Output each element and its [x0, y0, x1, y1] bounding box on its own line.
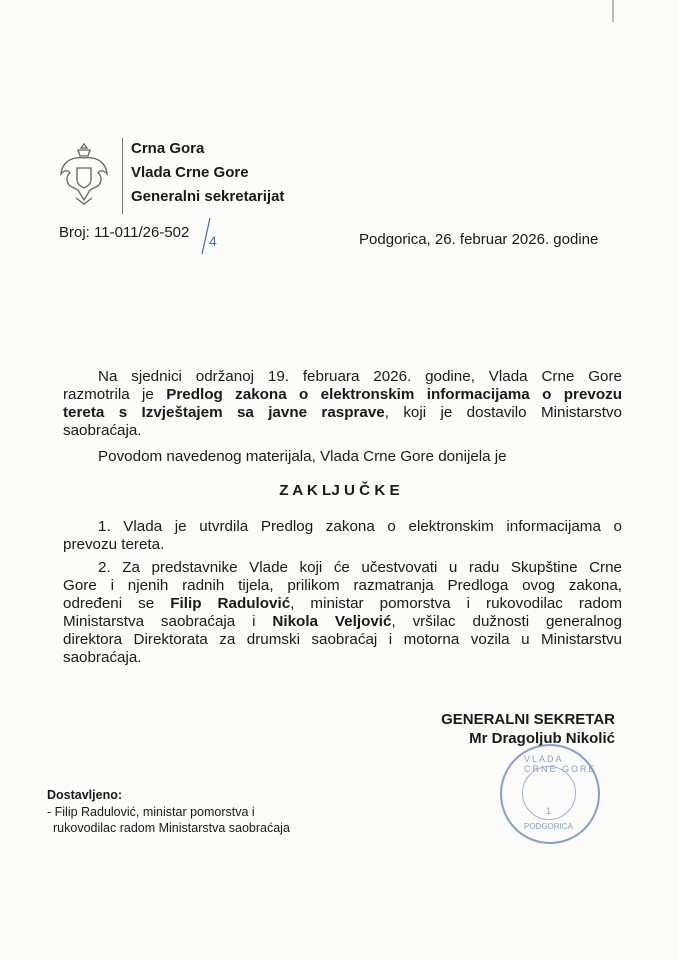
delivered-item: - Filip Radulović, ministar pomorstva i: [47, 805, 255, 819]
delivered-label: Dostavljeno:: [47, 788, 123, 802]
signature-title: GENERALNI SEKRETAR: [441, 711, 615, 728]
person-name: Filip Radulović: [170, 595, 291, 612]
conclusion-2: 2. Za predstavnike Vlade koji će učestvovati u radu Skupštine Crne: [98, 559, 622, 576]
body-text: razmotrila je Predlog zakona o elektronskim informacijama o prevozu: [63, 386, 622, 403]
conclusions-heading: Z A K LJ U Č K E: [279, 482, 400, 499]
body-text: tereta s Izvještajem sa javne rasprave, koji je dostavilo Ministarstvo: [63, 404, 622, 421]
header-secretariat: Generalni sekretarijat: [131, 188, 285, 205]
bill-title: tereta s Izvještajem sa javne rasprave: [63, 404, 385, 421]
official-stamp: VLADA CRNE GORE 1 PODGORICA: [500, 744, 600, 844]
scan-mark: [612, 0, 614, 22]
conclusion-2: saobraćaja.: [63, 649, 142, 666]
bill-title: Predlog zakona o elektronskim informacijama o prevozu: [166, 386, 622, 403]
conclusion-2: direktora Direktorata za drumski saobraćaj i motorna vozila u Ministarstvu: [63, 631, 622, 648]
delivered-item: rukovodilac radom Ministarstva saobraćaja: [53, 821, 290, 835]
conclusion-2: određeni se Filip Radulović, ministar pomorstva i rukovodilac radom: [63, 595, 622, 612]
body-text: Na sjednici održanoj 19. februara 2026. godine, Vlada Crne Gore: [98, 368, 622, 385]
place-date: Podgorica, 26. februar 2026. godine: [359, 231, 599, 248]
svg-text:4: 4: [209, 233, 217, 249]
person-name: Nikola Veljović: [272, 613, 392, 630]
header-government: Vlada Crne Gore: [131, 164, 249, 181]
handwritten-suffix: [196, 216, 222, 256]
reference-number: Broj: 11-011/26-502: [59, 224, 190, 241]
signature-name: Mr Dragoljub Nikolić: [469, 730, 615, 747]
body-text: saobraćaja.: [63, 422, 142, 439]
body-text: Povodom navedenog materijala, Vlada Crne Gore donijela je: [98, 448, 507, 465]
conclusion-2: Gore i njenih radnih tijela, prilikom razmatranja Predloga ovog zakona,: [63, 577, 622, 594]
header-divider: [122, 138, 123, 214]
header-country: Crna Gora: [131, 140, 205, 157]
coat-of-arms-icon: [58, 140, 110, 208]
conclusion-1: prevozu tereta.: [63, 536, 165, 553]
conclusion-1: 1. Vlada je utvrdila Predlog zakona o elektronskim informacijama o: [98, 518, 622, 535]
conclusion-2: Ministarstva saobraćaja i Nikola Veljović, vršilac dužnosti generalnog: [63, 613, 622, 630]
